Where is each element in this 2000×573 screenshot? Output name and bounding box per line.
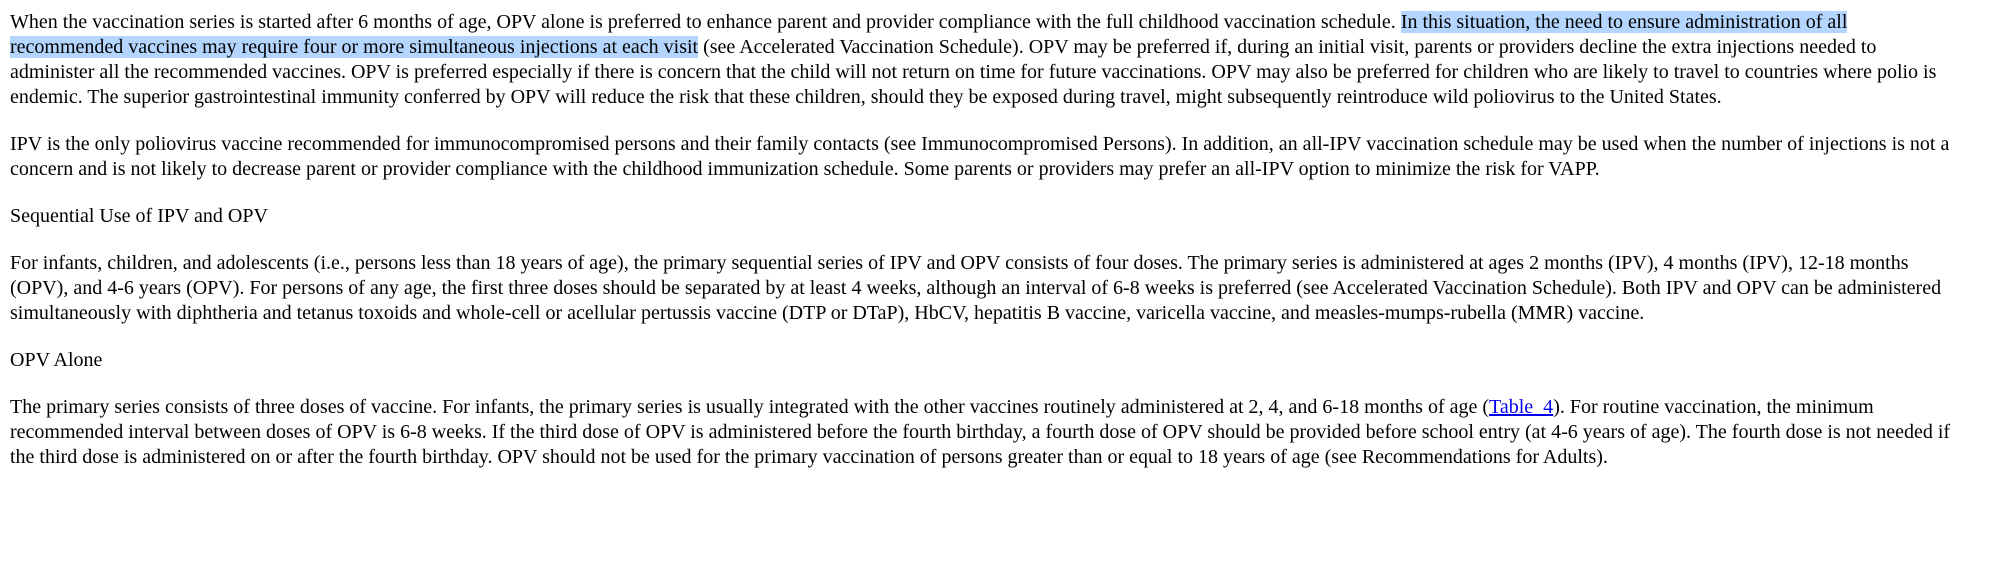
paragraph-sequential-series: For infants, children, and adolescents (i.e., persons less than 18 years of age), the primary sequential series of IPV and OPV consists of four doses. The primary series is administered at ages 2 months (IPV), 4 months (IPV), 12-18 months (OPV), and 4-6 years (OPV). For persons of any age, the first three doses should be separated by at least 4 weeks, although an interval of 6-8 weeks is preferred (see Accelerated Vaccination Schedule). Both IPV and OPV can be administered simultaneously with diphtheria and tetanus toxoids and whole-cell or acellular pertussis vaccine (DTP or DTaP), HbCV, hepatitis B vaccine, varicella vaccine, and measles-mumps-rubella (MMR) vaccine.: [10, 252, 1942, 324]
paragraph-ipv-immunocompromised: IPV is the only poliovirus vaccine recommended for immunocompromised persons and their family contacts (see Immunocompromised Persons). In addition, an all-IPV vaccination schedule may be used when the number of injections is not a concern and is not likely to decrease parent or provider compliance with the childhood immunization schedule. Some parents or providers may prefer an all-IPV option to minimize the risk for VAPP.: [10, 133, 1950, 180]
paragraph-opv-preference-text-end: (see Accelerated Vaccination Schedule). OPV may be preferred if, during an initial visit, parents or providers decline the extra injections needed to administer all the recommended vaccines. OPV is preferred especially if there is concern that the child will not return on time for future vaccinations. OPV may also be preferred for children who are likely to travel to countries where polio is endemic. The superior gastrointestinal immunity conferred by OPV will reduce the risk that these children, should they be exposed during travel, might subsequently reintroduce wild poliovirus to the United States.: [10, 36, 1937, 108]
table-4-link[interactable]: Table_4: [1489, 396, 1554, 418]
heading-sequential-use: Sequential Use of IPV and OPV: [10, 205, 268, 227]
paragraph-opv-primary-series: [10, 395, 1962, 470]
document-body: [10, 10, 1962, 492]
heading-opv-alone: OPV Alone: [10, 349, 103, 371]
selected-text[interactable]: In this situation, the need to ensure administration of all recommended vaccines may require four or more simultaneous injections at each visit: [10, 11, 1848, 58]
paragraph-opv-preference: [10, 10, 1962, 110]
paragraph-opv-preference-text-start: When the vaccination series is started after 6 months of age, OPV alone is preferred to enhance parent and provider compliance with the full childhood vaccination schedule.: [10, 11, 1401, 33]
paragraph-opv-primary-series-text-end: ). For routine vaccination, the minimum recommended interval between doses of OPV is 6-8 weeks. If the third dose of OPV is administered before the fourth birthday, a fourth dose of OPV should be provided before school entry (at 4-6 years of age). The fourth dose is not needed if the third dose is administered on or after the fourth birthday. OPV should not be used for the primary vaccination of persons greater than or equal to 18 years of age (see Recommendations for Adults).: [10, 396, 1951, 468]
paragraph-opv-primary-series-text-start: The primary series consists of three doses of vaccine. For infants, the primary series is usually integrated with the other vaccines routinely administered at 2, 4, and 6-18 months of age (: [10, 396, 1490, 418]
